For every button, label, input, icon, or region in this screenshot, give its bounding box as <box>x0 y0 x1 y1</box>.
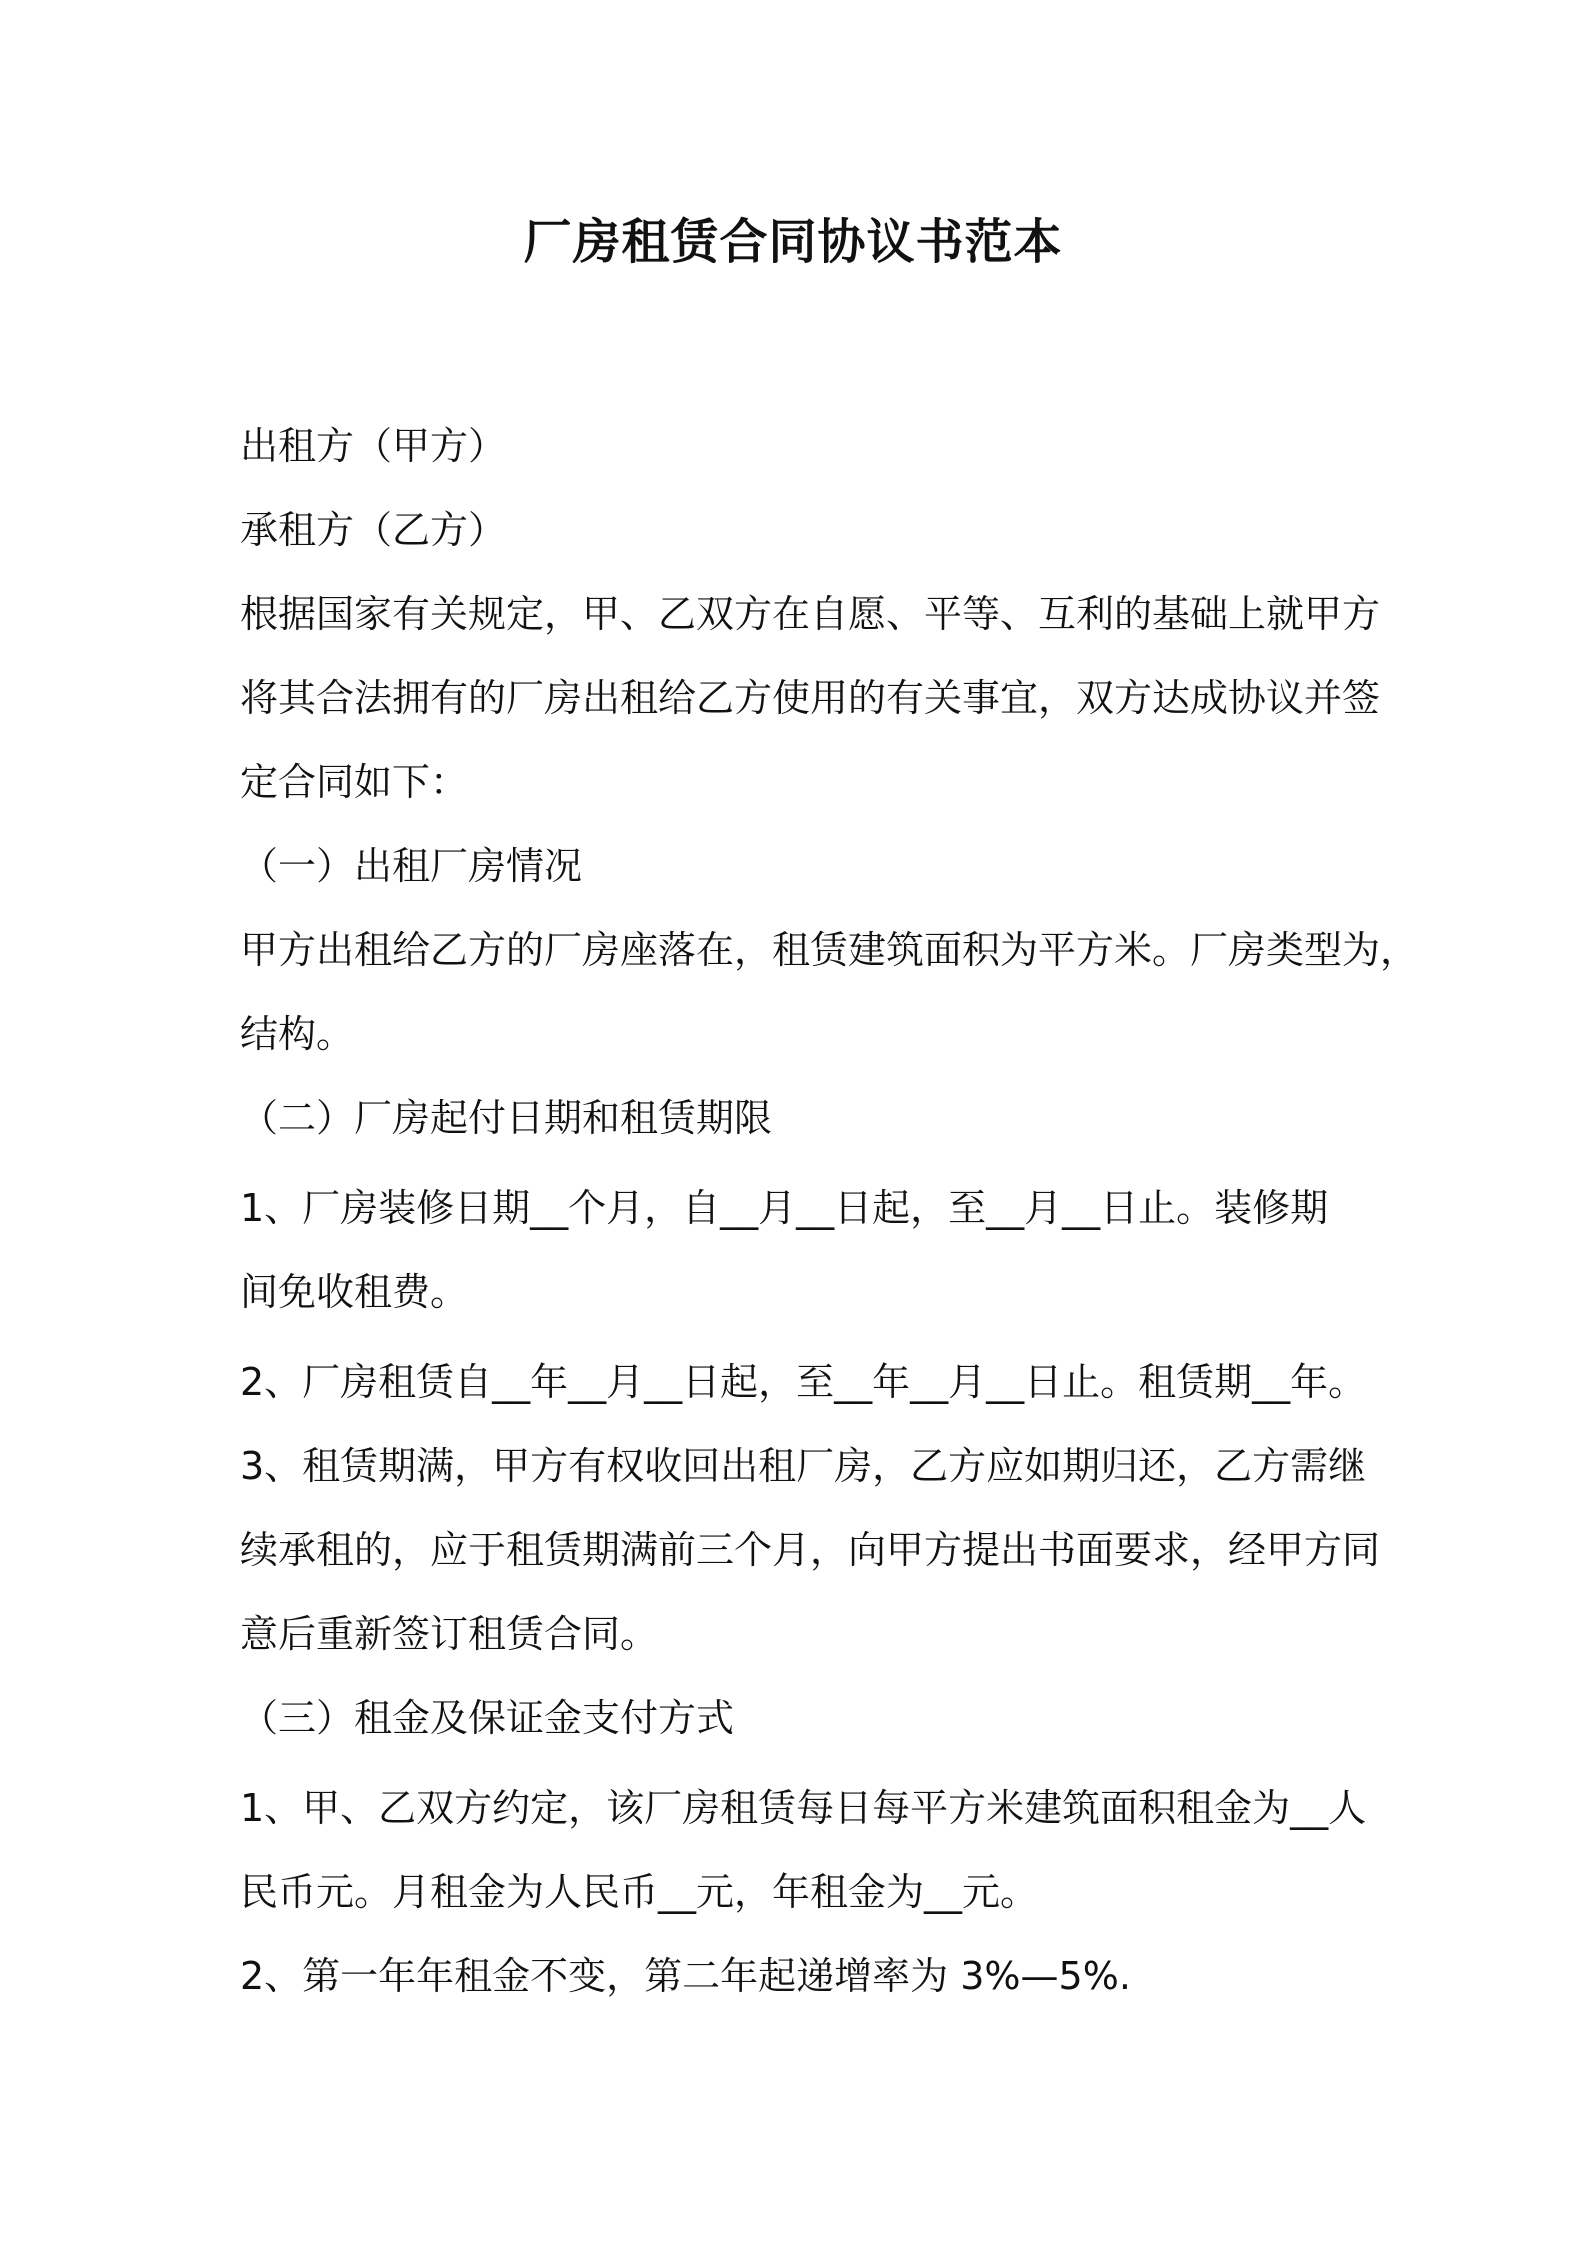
paragraph-line: 1、厂房装修日期__个月，自__月__日起，至__月__日止。装修期 <box>240 1186 1329 1230</box>
paragraph-line: 2、第一年年租金不变，第二年起递增率为 3%—5%. <box>240 1954 1131 1998</box>
paragraph-line: 间免收租费。 <box>240 1270 469 1314</box>
paragraph-line: 2、厂房租赁自__年__月__日起，至__年__月__日止。租赁期__年。 <box>240 1360 1367 1404</box>
paragraph-line: 结构。 <box>240 1012 355 1056</box>
paragraph-line: 民币元。月租金为人民币__元，年租金为__元。 <box>240 1870 1039 1914</box>
section-heading: （二）厂房起付日期和租赁期限 <box>240 1096 773 1140</box>
lessee-line: 承租方（乙方） <box>240 508 507 552</box>
paragraph-line: 续承租的，应于租赁期满前三个月，向甲方提出书面要求，经甲方同 <box>240 1528 1381 1572</box>
section-heading: （一）出租厂房情况 <box>240 844 583 888</box>
paragraph-line: 根据国家有关规定，甲、乙双方在自愿、平等、互利的基础上就甲方 <box>240 592 1381 636</box>
paragraph-line: 意后重新签订租赁合同。 <box>240 1612 659 1656</box>
paragraph-line: 定合同如下： <box>240 760 469 804</box>
section-heading: （三）租金及保证金支付方式 <box>240 1696 735 1740</box>
document-title: 厂房租赁合同协议书范本 <box>523 214 1063 270</box>
paragraph-line: 将其合法拥有的厂房出租给乙方使用的有关事宜，双方达成协议并签 <box>240 676 1381 720</box>
lessor-line: 出租方（甲方） <box>240 424 507 468</box>
paragraph-line: 甲方出租给乙方的厂房座落在，租赁建筑面积为平方米。厂房类型为， <box>240 928 1419 972</box>
paragraph-line: 3、租赁期满，甲方有权收回出租厂房，乙方应如期归还，乙方需继 <box>240 1444 1367 1488</box>
paragraph-line: 1、甲、乙双方约定，该厂房租赁每日每平方米建筑面积租金为__人 <box>240 1786 1367 1830</box>
